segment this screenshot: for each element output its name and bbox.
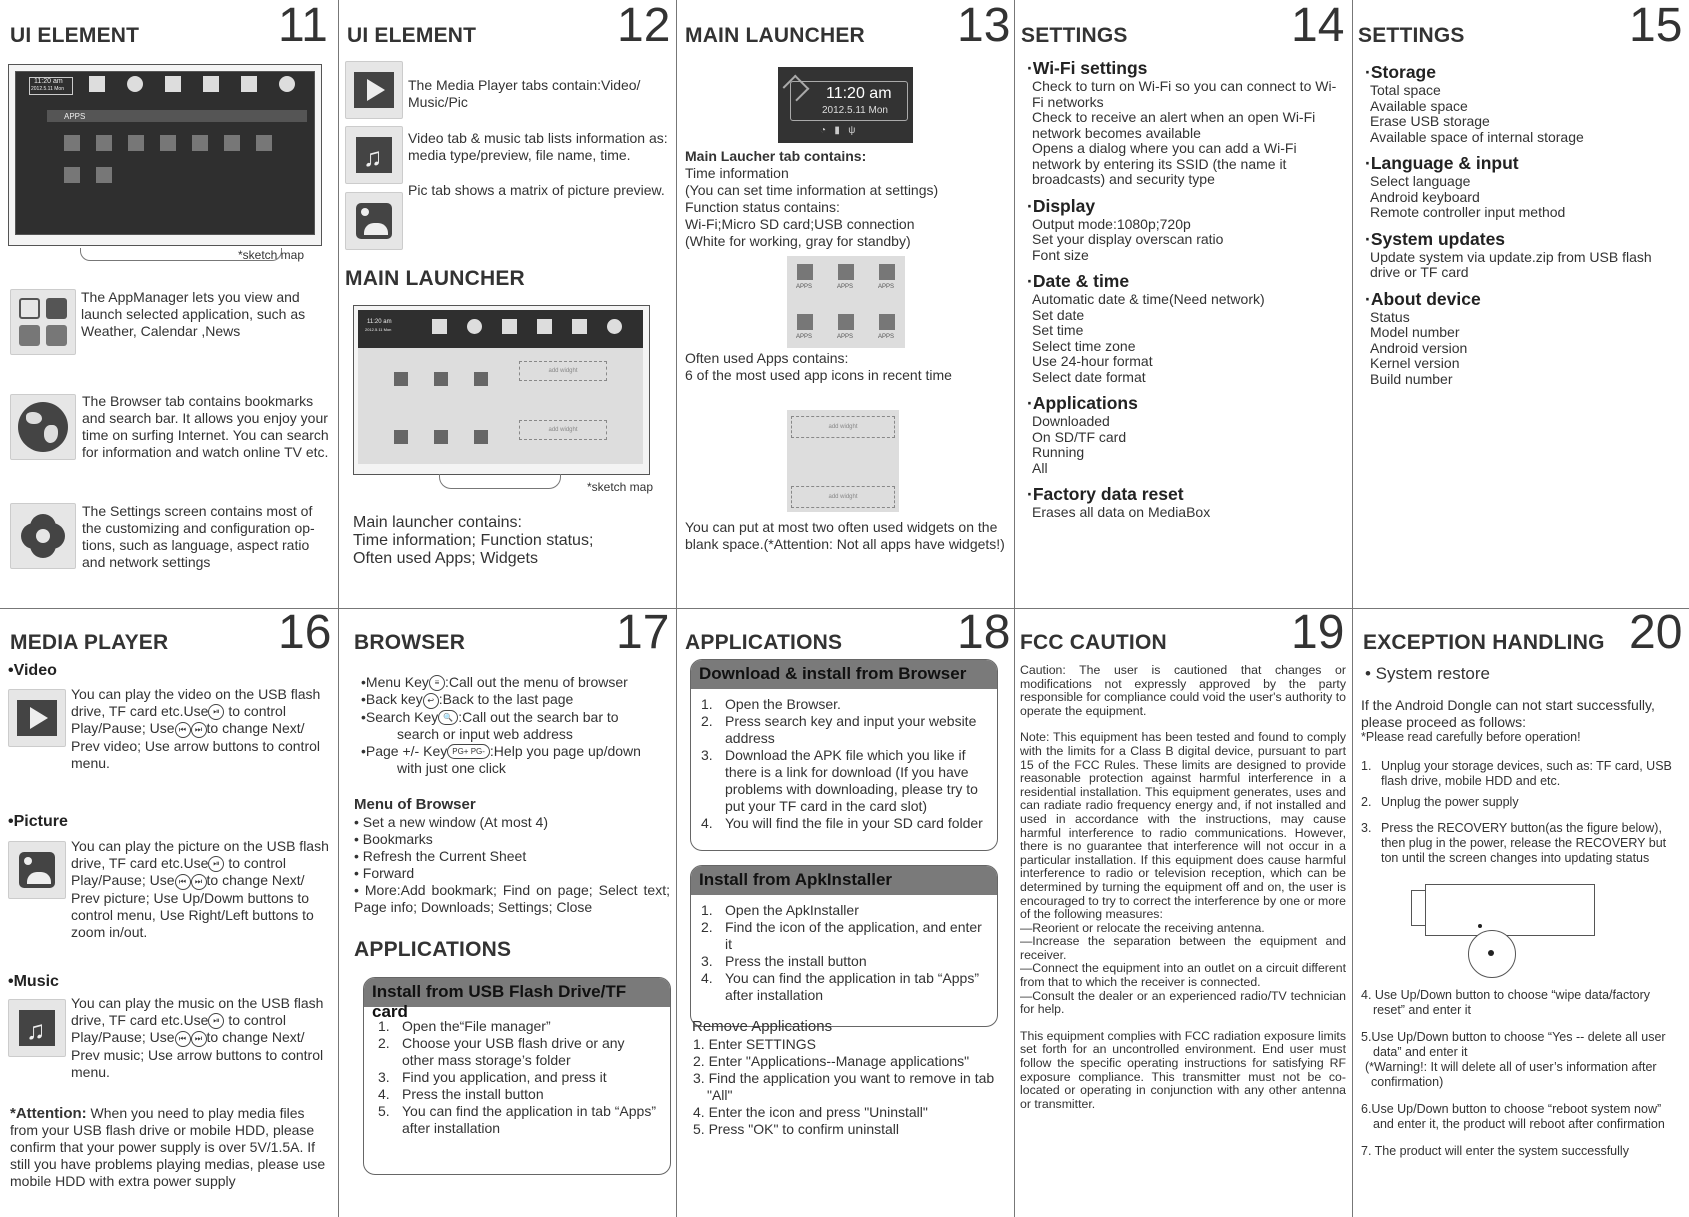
step-text: Press the install button [402, 1086, 544, 1102]
step-number: 4. [701, 970, 713, 986]
page-number: 17 [616, 609, 670, 659]
launcher-contains [353, 514, 593, 568]
video-text [71, 686, 333, 772]
fcc-paragraph: This equipment complies with FCC radiation exposure limits set forth for an uncontrolled environment. End user must follow the specific operating instructions for satisfying RF exposure compliance. This transmitter must not be co-located or operating in conjunction with any other antenna or transmitter. [1020, 1028, 1346, 1111]
remove-step: 2. Enter "Applications--Manage applications" [693, 1053, 970, 1069]
step-text: Press the RECOVERY button(as the figure below), then plug in the power, release the RECOVERY but ton until the screen changes into updating status [1381, 821, 1667, 865]
attention-label: *Attention: [10, 1105, 87, 1122]
step-text: You can find the application in tab “Apps” after installation [725, 970, 979, 1003]
time-widget [778, 67, 913, 143]
page-number: 12 [617, 0, 671, 52]
settings-item: Android keyboard [1370, 188, 1480, 205]
picture-icon [572, 319, 587, 334]
settings-item: Opens a dialog where you can add a Wi-Fi network by entering its SSID (the name it broadcasts) and security type [1032, 140, 1297, 187]
appmanager-text: The AppManager lets you view and launch selected application, such as Weather, Calendar ,News [81, 289, 306, 339]
panel-14 [1015, 0, 1352, 608]
key-line [361, 691, 671, 708]
widget-placeholder: add widght [519, 420, 607, 440]
step-text: You can find the application in tab “Apps” after installation [402, 1103, 656, 1136]
widgets-text: You can put at most two often used widgets on the blank space.(*Attention: Not all apps have widgets!) [685, 519, 1005, 552]
step [701, 713, 987, 747]
recovery-steps [1361, 759, 1683, 866]
gear-icon [607, 319, 622, 334]
settings-item: Output mode:1080p;720p [1032, 215, 1191, 232]
settings-item: Use 24-hour format [1032, 353, 1153, 369]
step-text: Unplug the power supply [1381, 795, 1519, 809]
note-text: *Please read carefully before operation! [1361, 730, 1581, 744]
settings-section-head: ·Storage [1365, 62, 1436, 82]
date-text: 2012.5.11 Mon [822, 105, 888, 116]
remove-step: 3. Find the application you want to remove in tab "All" [693, 1070, 995, 1103]
settings-section-head: ·Date & time [1027, 271, 1130, 291]
step: 6.Use Up/Down button to choose “reboot system now” and enter it, the product will reboot after confirmation [1361, 1102, 1665, 1131]
apps-label: APPS [796, 284, 813, 290]
menu-list [354, 814, 670, 916]
step: 1. Unplug your storage devices, such as: TF card, USB flash drive, mobile HDD and etc. [1361, 759, 1672, 788]
page-number: 18 [957, 609, 1011, 659]
page-number: 20 [1629, 609, 1683, 659]
settings-item: Update system via update.zip from USB flash drive or TF card [1370, 248, 1652, 280]
step-text: Find the icon of the application, and enter it [725, 919, 982, 952]
menu-item: • Bookmarks [354, 831, 433, 847]
panel-17 [339, 609, 676, 1217]
back-key-icon: ↩ [423, 693, 439, 709]
settings-item: Available space of internal storage [1370, 128, 1584, 145]
warning-text: (*Warning!: It will delete all of user’s information after confirmation) [1365, 1060, 1657, 1089]
page-number: 16 [278, 609, 332, 659]
settings-item: Check to turn on Wi-Fi so you can connect to Wi-Fi networks [1032, 78, 1337, 110]
step: 3. Press the RECOVERY button(as the figure below), then plug in the power, release the RECOVERY but ton until the screen changes into updating status [1361, 821, 1667, 865]
settings-item: Running [1032, 444, 1085, 460]
music-icon [537, 319, 552, 334]
text-part: to change Next/ Prev picture; Use Up/Dowm buttons to control menu, Use Right/Left buttons to zoom in/out. [71, 872, 314, 940]
picture-head: •Picture [8, 813, 68, 830]
text-part: to control Play/Pause; Use [71, 703, 286, 737]
key-label: •Menu Key [361, 674, 429, 690]
settings-section-head: ·Factory data reset [1027, 484, 1184, 504]
settings-item: Remote controller input method [1370, 204, 1566, 220]
panel-title: MAIN LAUNCHER [685, 24, 865, 47]
apps-icon [89, 76, 105, 92]
settings-item: Check to receive an alert when an open Wi-Fi network becomes available [1032, 109, 1316, 141]
settings-section-head: ·Applications [1027, 393, 1138, 413]
panel-13 [677, 0, 1014, 608]
panel-12 [339, 0, 676, 608]
step [701, 970, 987, 1004]
steps [701, 696, 987, 832]
step-text: Open the Browser. [725, 696, 841, 712]
text-part: to control Play/Pause; Use [71, 1012, 286, 1046]
music-icon: ♫ [345, 126, 403, 184]
play-pause-icon: ⏯ [208, 704, 224, 720]
video-icon [345, 61, 403, 119]
panel-title: APPLICATIONS [685, 631, 843, 654]
remove-step: 4. Enter the icon and press "Uninstall" [693, 1104, 928, 1120]
settings-section [1027, 58, 1345, 188]
status-line: Wi-Fi;Micro SD card;USB connection [685, 216, 915, 232]
settings-item: All [1032, 459, 1048, 476]
status-line: Time information [685, 165, 789, 181]
install-apkinstaller-box [690, 865, 998, 1027]
contains-line: Time information; Function status; [353, 532, 594, 549]
often-apps-grid [787, 256, 905, 348]
page-number: 19 [1291, 609, 1345, 659]
picture-text [71, 838, 333, 941]
panel-15 [1353, 0, 1689, 608]
step [701, 815, 987, 832]
key-line [361, 743, 671, 760]
box-title: Install from ApkInstaller [691, 866, 997, 895]
contains-line: Main launcher contains: [353, 514, 522, 531]
step [701, 953, 987, 970]
apps-icon [432, 319, 447, 334]
page-number: 13 [957, 0, 1011, 52]
video-icon [165, 76, 181, 92]
status-line: Function status contains: [685, 199, 840, 215]
panel-title: UI ELEMENT [10, 24, 140, 47]
step [378, 1069, 660, 1086]
clock-text: 11:20 am [367, 319, 392, 325]
apps-label: APPS [878, 284, 895, 290]
box-title: Install from USB Flash Drive/TF card [364, 978, 670, 1007]
step-text: Download the APK file which you like if there is a link for download (If you have problems with downloading, please try to put your TF card in the card slot) [725, 747, 978, 814]
often-line: Often used Apps contains: [685, 350, 849, 366]
text-part: to change Next/ Prev video; Use arrow buttons to control menu. [71, 720, 321, 771]
settings-item: Downloaded [1032, 413, 1110, 429]
panel-title: MEDIA PLAYER [10, 631, 169, 654]
install-browser-box [690, 659, 998, 851]
step-number: 4. [701, 815, 713, 831]
panel-18 [677, 609, 1014, 1217]
media-player-text: The Media Player tabs contain:Video/ Music/Pic [408, 77, 641, 110]
settings-list [1365, 62, 1683, 395]
prev-icon: ⏮ [175, 722, 191, 738]
menu-head: Menu of Browser [354, 796, 476, 813]
step-number: 1. [378, 1018, 390, 1034]
prev-icon: ⏮ [175, 1031, 191, 1047]
text-part: to change Next/ Prev music; Use arrow buttons to control menu. [71, 1029, 324, 1080]
step-text: Press search key and input your website address [725, 713, 977, 746]
step [701, 747, 987, 815]
settings-section [1027, 196, 1345, 264]
step-number: 1. [701, 902, 713, 918]
remove-steps [693, 1036, 1009, 1138]
pic-tab-text: Pic tab shows a matrix of picture preview. [408, 182, 665, 198]
step: 5.Use Up/Down button to choose “Yes -- delete all user data” and enter it [1361, 1030, 1666, 1059]
step-text: Choose your USB flash drive or any other mass storage’s folder [402, 1035, 625, 1068]
key-line [361, 674, 671, 691]
settings-item: Android version [1370, 339, 1468, 356]
step [701, 919, 987, 953]
appmanager-icon [10, 289, 76, 355]
music-text [71, 995, 333, 1081]
clock-text: 11:20 am [826, 85, 892, 102]
picture-icon [345, 192, 403, 250]
key-label: •Search Key [361, 708, 439, 725]
remove-head: Remove Applications [692, 1018, 833, 1035]
text-part: to control Play/Pause; Use [71, 855, 286, 889]
fcc-paragraph: Note: This equipment has been tested and found to comply with the limits for a Class B digital device, pursuant to part 15 of the FCC Rules. These limits are designed to provide reasonable protection against harmful interference in a residential installation. This equipment generates, uses and can radiate radio frequency energy and, if not installed and used in accordance with the instructions, may cause harmful interference to radio communications. However, there is no guarantee that interference will not occur in a particular installation. If this equipment does cause harmful interference to radio or television reception, which can be determined by turning the equipment off and on, the user is encouraged to try to correct the interference by one or more of the following measures: [1020, 730, 1346, 922]
panel-title: UI ELEMENT [347, 24, 477, 47]
fcc-measure: —Consult the dealer or an experienced radio/TV technician for help. [1020, 988, 1346, 1017]
settings-section [1365, 62, 1683, 145]
step-number: 1. [701, 696, 713, 712]
clock-text: 11:20 am [34, 78, 63, 85]
panel-19 [1015, 609, 1352, 1217]
step-text: Press the install button [725, 953, 867, 969]
step-number: 2. [701, 713, 713, 729]
video-icon [502, 319, 517, 334]
remove-step: 5. Press "OK" to confirm uninstall [693, 1121, 900, 1137]
settings-item: Erases all data on MediaBox [1032, 504, 1211, 520]
apps-tab-label: APPS [64, 112, 86, 121]
step-number: 2. [701, 919, 713, 935]
often-line: 6 of the most used app icons in recent time [685, 367, 952, 383]
settings-section [1365, 153, 1683, 221]
step: 7. The product will enter the system successfully [1361, 1144, 1629, 1158]
settings-item: Kernel version [1370, 355, 1460, 371]
settings-item: Select time zone [1032, 337, 1136, 354]
sketch-caption: *sketch map [587, 480, 654, 494]
widget-area [787, 410, 899, 512]
music-icon: ♫ [8, 999, 66, 1057]
subsection-title: • System restore [1365, 664, 1490, 683]
apps-label: APPS [796, 334, 813, 340]
step [378, 1035, 660, 1069]
often-apps-text [685, 350, 1010, 384]
settings-item: Set your display overscan ratio [1032, 231, 1224, 247]
next-icon: ⏭ [191, 1031, 207, 1047]
key-desc: :Call out the search bar to [458, 708, 619, 725]
status-icons: ◔ ▮ ψ [820, 125, 856, 136]
fcc-text [1020, 664, 1346, 1111]
next-icon: ⏭ [191, 874, 207, 890]
panel-title: SETTINGS [1021, 24, 1128, 47]
settings-item: Available space [1370, 97, 1468, 114]
page-number: 11 [278, 0, 328, 52]
step-text: Find you application, and press it [402, 1069, 607, 1085]
panel-20 [1353, 609, 1689, 1217]
settings-section [1365, 289, 1683, 388]
video-head: •Video [8, 662, 57, 679]
step-number: 3. [701, 747, 713, 763]
step-text: Open the ApkInstaller [725, 902, 859, 918]
settings-list [1027, 58, 1345, 529]
step [378, 1086, 660, 1103]
settings-item: Total space [1370, 82, 1441, 98]
settings-section-head: ·Language & input [1365, 153, 1519, 173]
text-part: You can play the video on the USB flash drive, TF card etc.Use [71, 686, 321, 719]
launcher-sketch [353, 305, 650, 475]
step: 2. Unplug the power supply [1361, 795, 1519, 809]
widget-placeholder: add widght [791, 486, 895, 508]
panel-title: FCC CAUTION [1020, 631, 1167, 654]
step-text: Open the“File manager” [402, 1018, 551, 1034]
step-number: 3. [701, 953, 713, 969]
dongle-figure [1411, 870, 1611, 990]
menu-item: • More:Add bookmark; Find on page; Select text; Page info; Downloads; Settings; Close [354, 882, 670, 915]
menu-item: • Forward [354, 865, 415, 881]
picture-icon [241, 76, 257, 92]
fcc-measure: —Reorient or relocate the receiving antenna. [1020, 920, 1265, 935]
step-text: Unplug your storage devices, such as: TF card, USB flash drive, mobile HDD and etc. [1381, 759, 1672, 788]
settings-item: Status [1370, 308, 1410, 325]
settings-section-head: ·Wi-Fi settings [1027, 58, 1148, 78]
apps-label: APPS [878, 334, 895, 340]
settings-item: Erase USB storage [1370, 113, 1490, 129]
browser-icon [127, 76, 143, 92]
contains-line: Often used Apps; Widgets [353, 550, 538, 567]
fcc-paragraph: Caution: The user is cautioned that changes or modifications not expressly approved by the party responsible for compliance could void the user's authority to operate the equipment. [1020, 663, 1346, 718]
sketch-caption: *sketch map [238, 248, 305, 262]
steps [378, 1018, 660, 1137]
settings-item: Set date [1032, 306, 1085, 323]
status-line: (You can set time information at settings) [685, 182, 939, 198]
remove-step: 1. Enter SETTINGS [693, 1036, 816, 1052]
picture-icon [8, 841, 66, 899]
section-title: MAIN LAUNCHER [345, 267, 525, 290]
settings-section [1027, 393, 1345, 476]
step-text: You will find the file in your SD card folder [725, 815, 983, 831]
widget-placeholder: add widght [791, 416, 895, 438]
settings-item: On SD/TF card [1032, 428, 1127, 445]
attention-body: When you need to play media files from your USB flash drive or mobile HDD, please confirm that your power supply is over 5V/1.5A. If still you have problems playing medias, please use mobile HDD with extra power supply [10, 1105, 326, 1189]
browser-icon [467, 319, 482, 334]
settings-item: Set time [1032, 322, 1084, 338]
widget-placeholder: add widght [519, 361, 607, 381]
page-number: 15 [1629, 0, 1683, 52]
menu-item: • Set a new window (At most 4) [354, 814, 548, 830]
step [378, 1103, 660, 1137]
panel-title: BROWSER [354, 631, 466, 654]
page-number: 14 [1291, 0, 1345, 52]
settings-item: Select date format [1032, 368, 1146, 385]
browser-keys [361, 674, 671, 777]
panel-16 [0, 609, 338, 1217]
date-text: 2012.5.11 Mon [31, 86, 64, 92]
settings-item: Automatic date & time(Need network) [1032, 291, 1265, 307]
step-number: 3. [378, 1069, 390, 1085]
recovery-button-icon [1488, 950, 1494, 956]
step [378, 1018, 660, 1035]
video-music-tab-text: Video tab & music tab lists information as: media type/preview, file name, time. [408, 130, 668, 163]
panel-title: EXCEPTION HANDLING [1363, 631, 1605, 654]
step [701, 902, 987, 919]
recovery-steps-cont [1361, 988, 1683, 1159]
apps-label: APPS [837, 284, 854, 290]
menu-item: • Refresh the Current Sheet [354, 848, 527, 864]
section-head: Main Laucher tab contains: [685, 148, 867, 164]
settings-section [1027, 271, 1345, 385]
fcc-measure: —Connect the equipment into an outlet on a circuit different from that to which the receiver is connected. [1020, 961, 1346, 990]
music-head: •Music [8, 973, 59, 990]
key-desc: :Help you page up/down [489, 742, 641, 759]
text-part: You can play the picture on the USB flash drive, TF card etc.Use [71, 838, 329, 871]
globe-icon [10, 394, 76, 460]
gear-icon [279, 76, 295, 92]
text-part: You can play the music on the USB flash drive, TF card etc.Use [71, 995, 324, 1028]
settings-item: Build number [1370, 370, 1453, 387]
status-lines [685, 165, 1010, 250]
panel-title: SETTINGS [1358, 24, 1465, 47]
gear-icon [10, 503, 76, 569]
key-line [361, 709, 671, 726]
key-desc: :Call out the menu of browser [444, 674, 628, 690]
settings-item: Model number [1370, 324, 1460, 340]
step-number: 4. [378, 1086, 390, 1102]
key-desc: :Back to the last page [438, 691, 574, 708]
step: 4. Use Up/Down button to choose “wipe data/factory reset” and enter it [1361, 988, 1651, 1017]
next-icon: ⏭ [191, 722, 207, 738]
settings-item: Select language [1370, 173, 1471, 189]
section-title: APPLICATIONS [354, 938, 512, 961]
menu-key-icon: ≡ [429, 675, 445, 691]
steps [701, 902, 987, 1004]
settings-item: Font size [1032, 246, 1089, 263]
date-text: 2012.5.11 Mon [365, 327, 392, 332]
settings-section-head: ·Display [1027, 195, 1096, 216]
step-number: 5. [378, 1103, 390, 1119]
key-desc-cont: with just one click [397, 759, 506, 776]
settings-text: The Settings screen contains most of the customizing and configuration op-tions, such as language, aspect ratio and network settings [82, 503, 315, 570]
search-key-icon: 🔍 [438, 710, 458, 725]
intro-text: If the Android Dongle can not start successfully, please proceed as follows: [1361, 697, 1655, 730]
settings-section-head: ·System updates [1365, 228, 1506, 249]
video-icon [8, 689, 66, 747]
step-number: 2. [378, 1035, 390, 1051]
fcc-measure: —Increase the separation between the equipment and receiver. [1020, 934, 1346, 962]
key-label: •Back key [361, 691, 423, 708]
prev-icon: ⏮ [175, 874, 191, 890]
panel-11 [0, 0, 338, 608]
page-key-icon: PG+ PG- [447, 744, 490, 759]
settings-section [1365, 229, 1683, 281]
key-desc-cont: search or input web address [397, 725, 573, 742]
settings-section [1027, 484, 1345, 521]
settings-section-head: ·About device [1365, 288, 1481, 309]
play-pause-icon: ⏯ [208, 856, 224, 872]
music-icon [203, 76, 219, 92]
apps-label: APPS [837, 334, 854, 340]
status-line: (White for working, gray for standby) [685, 233, 911, 249]
box-title: Download & install from Browser [691, 660, 997, 689]
tv-sketch [8, 64, 322, 246]
browser-text: The Browser tab contains bookmarks and search bar. It allows you enjoy your time on surfing Internet. You can search for information and watch online TV etc. [82, 393, 329, 460]
tv-stand [439, 474, 561, 489]
attention-text [10, 1105, 332, 1190]
key-label: •Page +/- Key [361, 742, 448, 759]
step [701, 696, 987, 713]
install-usb-box [363, 977, 671, 1175]
play-pause-icon: ⏯ [208, 1013, 224, 1029]
